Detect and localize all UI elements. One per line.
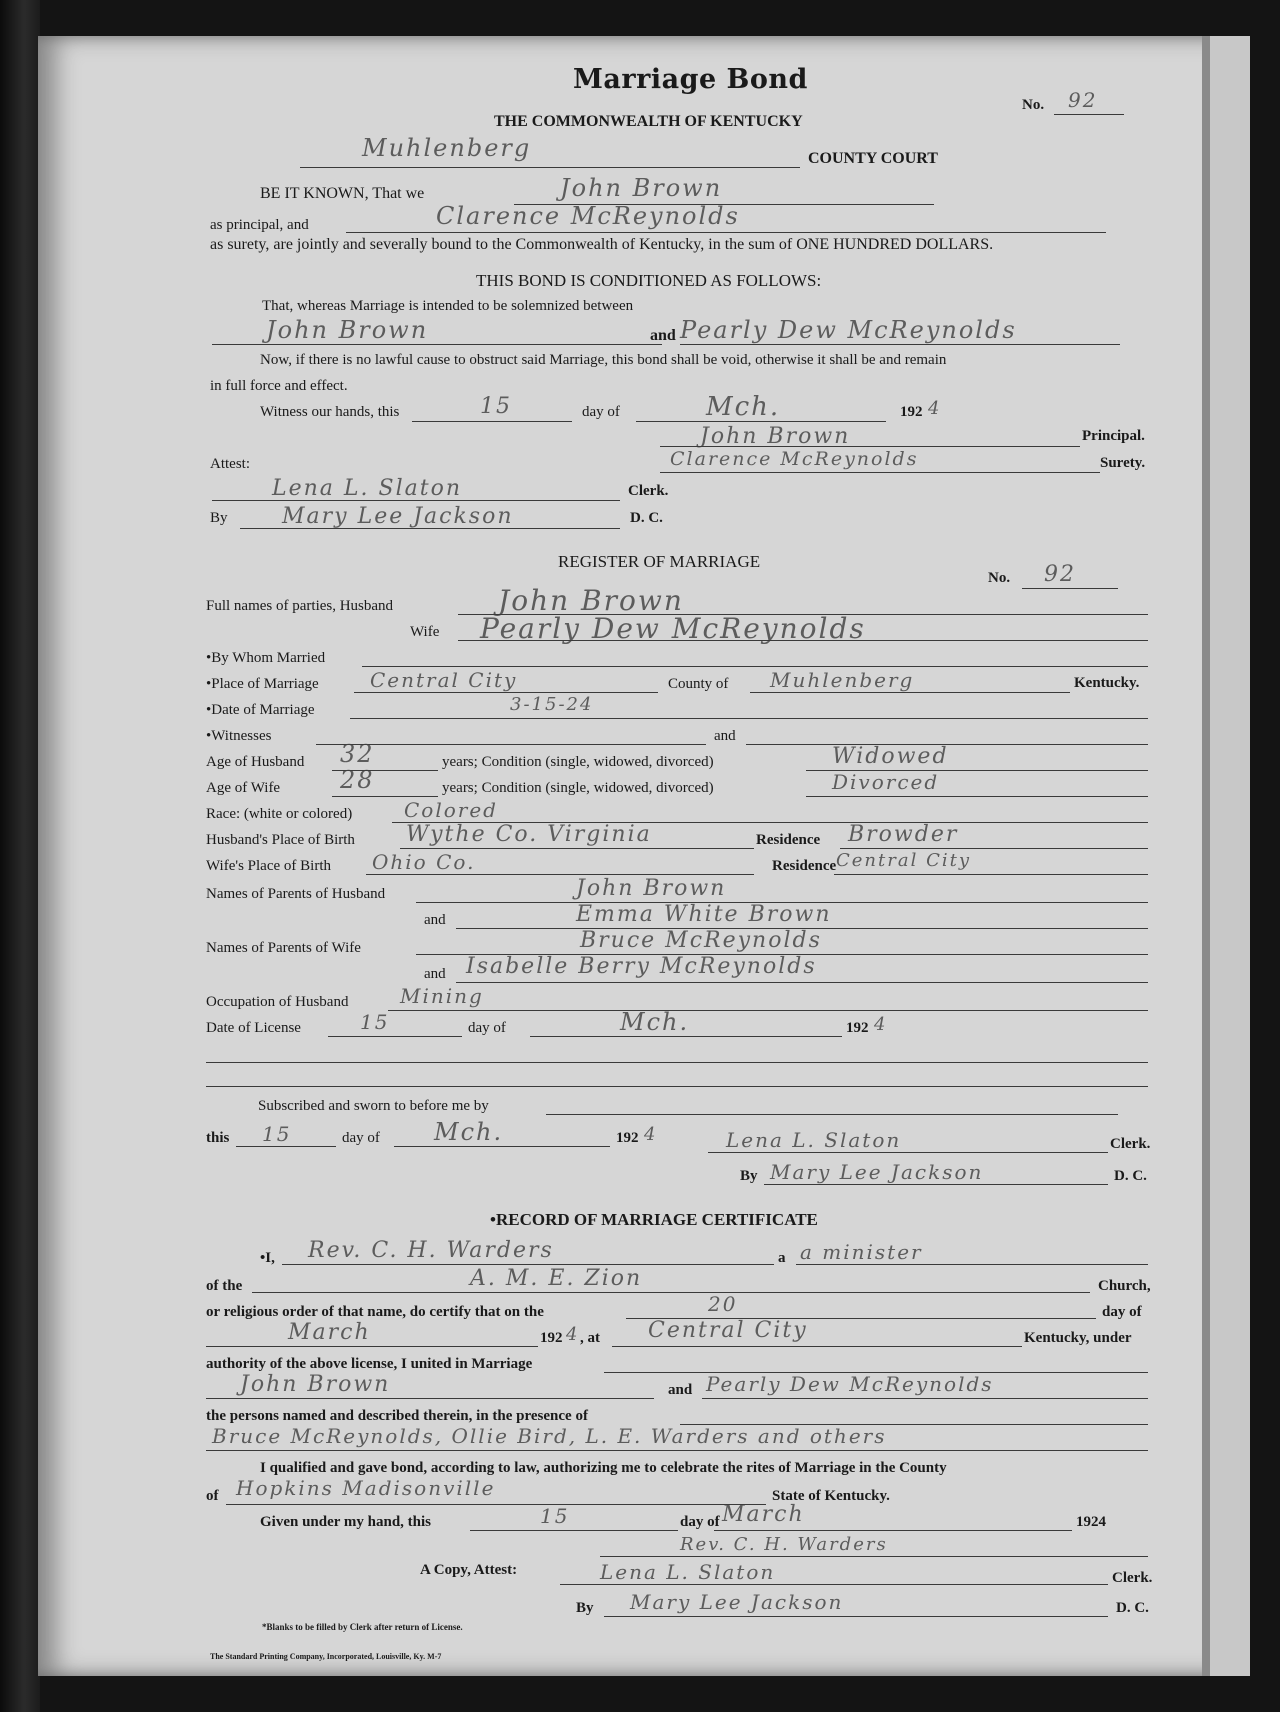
- parents-wife-label: Names of Parents of Wife: [206, 940, 361, 956]
- wife-birth-label: Wife's Place of Birth: [206, 858, 331, 874]
- surety-label: Surety.: [1100, 455, 1146, 471]
- date-value: 3-15-24: [510, 694, 594, 715]
- witness-day: 15: [480, 394, 512, 419]
- county-name: Muhlenberg: [362, 134, 532, 162]
- cert-year: 4: [566, 1324, 580, 1345]
- now-if-line1: Now, if there is no lawful cause to obstruct said Marriage, this bond shall be void, otherwise it shall be and remain: [260, 352, 947, 368]
- printer-imprint: The Standard Printing Company, Incorporated, Louisville, Ky. M-7: [210, 1652, 442, 1661]
- license-month: Mch.: [620, 1008, 690, 1036]
- surety-text: as surety, are jointly and severally bound to the Commonwealth of Kentucky, in the sum of ONE HUNDRED DOLLARS.: [210, 236, 994, 253]
- witness-year: 4: [928, 398, 942, 419]
- given-month-line: [714, 1530, 1072, 1531]
- cert-clerk-signature: Lena L. Slaton: [600, 1560, 776, 1584]
- sworn-by-label: By: [740, 1168, 758, 1184]
- register-blank-line-1: [206, 1062, 1148, 1063]
- bond-dc-line: [240, 528, 620, 529]
- church-line: [252, 1292, 1090, 1293]
- bond-clerk-label: Clerk.: [628, 483, 669, 499]
- minister-signature: Rev. C. H. Warders: [680, 1534, 888, 1555]
- qualified-text: I qualified and gave bond, according to law, authorizing me to celebrate the rites of Marriage in the County: [260, 1460, 947, 1476]
- minister-title-line: [796, 1264, 1148, 1265]
- bond-dc-signature: Mary Lee Jackson: [282, 504, 514, 529]
- sworn-year-prefix: 192: [616, 1130, 639, 1146]
- age-wife-value: 28: [340, 766, 375, 794]
- book-binding: [0, 0, 40, 1712]
- persons-named-text: the persons named and described therein, in the presence of: [206, 1408, 588, 1424]
- husband-residence-line: [840, 848, 1148, 849]
- bond-clerk-line: [212, 500, 620, 501]
- husband-birth-line: [400, 848, 754, 849]
- wife-residence-line: [834, 874, 1148, 875]
- principal-sig-line: [660, 446, 1080, 447]
- by-whom-line: [362, 666, 1148, 667]
- attest-label: Attest:: [210, 456, 250, 472]
- witness-month-line: [636, 421, 886, 422]
- cert-month: March: [288, 1320, 371, 1345]
- principal-name: John Brown: [560, 174, 723, 202]
- cert-i-label: •I,: [260, 1250, 275, 1266]
- occupation-line: [388, 1010, 1148, 1011]
- wife-condition-line: [806, 796, 1148, 797]
- race-label: Race: (white or colored): [206, 806, 353, 822]
- husband-father-value: John Brown: [576, 876, 727, 901]
- register-kentucky: Kentucky.: [1074, 675, 1140, 691]
- cert-day: 20: [708, 1292, 738, 1316]
- cert-clerk-line: [560, 1584, 1108, 1585]
- cert-party1: John Brown: [240, 1372, 391, 1397]
- authority-text: authority of the above license, I united in Marriage: [206, 1356, 533, 1372]
- sworn-clerk-label: Clerk.: [1110, 1136, 1151, 1152]
- witness-day-of: day of: [582, 404, 620, 420]
- husband-parents-and: and: [424, 912, 446, 928]
- husband-value: John Brown: [498, 584, 684, 617]
- given-text: Given under my hand, this: [260, 1514, 432, 1530]
- wife-mother-line: [456, 982, 1148, 983]
- date-label: •Date of Marriage: [206, 702, 315, 718]
- sworn-day: 15: [262, 1122, 292, 1146]
- register-no-label: No.: [988, 570, 1011, 586]
- subscribed-line: [546, 1114, 1118, 1115]
- witness-month: Mch.: [706, 392, 781, 422]
- cert-party1-line: [206, 1398, 654, 1399]
- husband-birth-value: Wythe Co. Virginia: [406, 822, 652, 847]
- witnesses-label: •Witnesses: [206, 728, 272, 744]
- party2-name: Pearly Dew McReynolds: [680, 316, 1017, 344]
- register-title: REGISTER OF MARRIAGE: [558, 552, 761, 571]
- sworn-month-line: [394, 1146, 610, 1147]
- age-husband-value: 32: [340, 740, 375, 768]
- kentucky-under: Kentucky, under: [1024, 1330, 1132, 1346]
- husband-label: Full names of parties, Husband: [206, 598, 394, 614]
- church-name: A. M. E. Zion: [470, 1266, 643, 1291]
- wife-label: Wife: [410, 624, 440, 640]
- license-day-line: [328, 1036, 462, 1037]
- cert-at: , at: [580, 1330, 600, 1346]
- cert-of: of: [206, 1488, 219, 1504]
- cert-of-the: of the: [206, 1278, 243, 1294]
- husband-residence-label: Residence: [756, 832, 821, 848]
- given-year: 1924: [1076, 1514, 1106, 1530]
- register-blank-line-2: [206, 1086, 1148, 1087]
- witness-text: Witness our hands, this: [260, 404, 400, 420]
- as-principal-text: as principal, and: [210, 217, 309, 233]
- witnesses-and: and: [714, 728, 736, 744]
- sworn-this: this: [206, 1130, 230, 1146]
- license-day-of: day of: [468, 1020, 506, 1036]
- cert-dc-line: [604, 1616, 1108, 1617]
- minister-title: a minister: [800, 1240, 923, 1264]
- county-of-label: County of: [668, 676, 729, 692]
- occupation-label: Occupation of Husband: [206, 994, 349, 1010]
- bond-no-value: 92: [1068, 88, 1098, 112]
- whereas-text: That, whereas Marriage is intended to be solemnized between: [262, 298, 634, 314]
- subscribed-text: Subscribed and sworn to before me by: [258, 1098, 489, 1114]
- surety-name: Clarence McReynolds: [436, 202, 740, 230]
- cert-county-line: [226, 1504, 766, 1505]
- presence-line: [206, 1450, 1148, 1451]
- place-value: Central City: [370, 668, 518, 692]
- husband-residence-value: Browder: [848, 822, 959, 847]
- principal-signature: John Brown: [700, 424, 851, 449]
- parents-husband-label: Names of Parents of Husband: [206, 886, 386, 902]
- cert-by-label: By: [576, 1600, 594, 1616]
- husband-condition-value: Widowed: [832, 744, 949, 769]
- given-day-line: [470, 1530, 678, 1531]
- cert-presence: Bruce McReynolds, Ollie Bird, L. E. Warders and others: [212, 1424, 887, 1448]
- commonwealth-heading: THE COMMONWEALTH OF KENTUCKY: [494, 113, 803, 130]
- party-and-label: and: [650, 327, 676, 344]
- wife-line: [458, 640, 1148, 641]
- bond-title: Marriage Bond: [573, 64, 808, 95]
- given-month: March: [722, 1502, 805, 1527]
- sworn-clerk-signature: Lena L. Slaton: [726, 1128, 902, 1152]
- cert-day-of: day of: [1102, 1304, 1142, 1320]
- license-year: 4: [874, 1014, 888, 1035]
- state-of-kentucky: State of Kentucky.: [772, 1488, 890, 1504]
- cert-place-line: [612, 1346, 1022, 1347]
- bond-no-label: No.: [1022, 97, 1045, 113]
- copy-attest: A Copy, Attest:: [420, 1562, 518, 1578]
- cert-dc-signature: Mary Lee Jackson: [630, 1590, 844, 1614]
- race-value: Colored: [404, 798, 498, 822]
- cert-a-label: a: [778, 1250, 786, 1266]
- age-wife-label: Age of Wife: [206, 780, 281, 796]
- register-county-value: Muhlenberg: [770, 668, 915, 692]
- given-day-of: day of: [680, 1514, 720, 1530]
- license-label: Date of License: [206, 1020, 301, 1036]
- party2-line: [680, 344, 1120, 345]
- minister-name: Rev. C. H. Warders: [308, 1238, 554, 1263]
- cert-party2: Pearly Dew McReynolds: [706, 1372, 994, 1396]
- adjacent-page: [1210, 36, 1250, 1676]
- county-line: [300, 167, 800, 168]
- surety-signature: Clarence McReynolds: [670, 448, 919, 470]
- religious-order-text: or religious order of that name, do certify that on the: [206, 1304, 544, 1320]
- now-if-line2: in full force and effect.: [210, 378, 348, 394]
- wife-years-condition: years; Condition (single, widowed, divorced): [442, 780, 714, 796]
- wife-birth-line: [366, 874, 754, 875]
- sworn-day-line: [236, 1146, 336, 1147]
- occupation-value: Mining: [400, 984, 484, 1008]
- given-day: 15: [540, 1504, 570, 1528]
- register-no-value: 92: [1044, 562, 1076, 587]
- conditioned-heading: THIS BOND IS CONDITIONED AS FOLLOWS:: [476, 271, 822, 290]
- wife-mother-value: Isabelle Berry McReynolds: [466, 954, 817, 979]
- sworn-month: Mch.: [434, 1118, 504, 1146]
- sworn-dc-line: [764, 1184, 1108, 1185]
- husband-years-condition: years; Condition (single, widowed, divorced): [442, 754, 714, 770]
- husband-birth-label: Husband's Place of Birth: [206, 832, 355, 848]
- cert-year-prefix: 192: [540, 1330, 563, 1346]
- place-line: [354, 692, 658, 693]
- cert-place: Central City: [648, 1318, 808, 1343]
- certificate-title: •RECORD OF MARRIAGE CERTIFICATE: [490, 1210, 818, 1229]
- sworn-year: 4: [644, 1124, 658, 1145]
- church-label: Church,: [1098, 1278, 1151, 1294]
- wife-parents-and: and: [424, 966, 446, 982]
- register-no-line: [1022, 588, 1118, 589]
- minister-sig-line: [600, 1556, 1148, 1557]
- minister-name-line: [282, 1264, 774, 1265]
- party1-name: John Brown: [266, 316, 429, 344]
- witness-year-prefix: 192: [900, 404, 923, 420]
- bond-clerk-signature: Lena L. Slaton: [272, 476, 462, 501]
- page-edge: [1202, 36, 1210, 1676]
- date-line: [350, 718, 1148, 719]
- wife-value: Pearly Dew McReynolds: [480, 612, 866, 645]
- cert-county: Hopkins Madisonville: [236, 1476, 496, 1500]
- cert-clerk-label: Clerk.: [1112, 1570, 1153, 1586]
- cert-party2-line: [702, 1398, 1148, 1399]
- by-whom-label: •By Whom Married: [206, 650, 326, 666]
- cert-dc-label: D. C.: [1116, 1600, 1149, 1616]
- wife-condition-value: Divorced: [832, 770, 940, 794]
- wife-residence-label: Residence: [772, 858, 837, 874]
- surety-line: [346, 232, 1106, 233]
- sworn-day-of: day of: [342, 1130, 380, 1146]
- place-label: •Place of Marriage: [206, 676, 319, 692]
- sworn-dc-signature: Mary Lee Jackson: [770, 1160, 984, 1184]
- be-it-known-text: BE IT KNOWN, That we: [260, 185, 425, 202]
- bond-no-line: [1054, 114, 1124, 115]
- county-court-label: COUNTY COURT: [808, 150, 938, 167]
- party1-line: [212, 344, 662, 345]
- cert-and: and: [668, 1382, 693, 1398]
- witness-day-line: [412, 421, 572, 422]
- sworn-clerk-line: [708, 1152, 1108, 1153]
- principal-label: Principal.: [1082, 428, 1145, 444]
- wife-residence-value: Central City: [836, 850, 971, 871]
- county-of-line: [750, 692, 1070, 693]
- footnote: *Blanks to be filled by Clerk after return of License.: [262, 1622, 463, 1632]
- husband-mother-value: Emma White Brown: [576, 902, 832, 927]
- sworn-dc-label: D. C.: [1114, 1168, 1147, 1184]
- age-husband-label: Age of Husband: [206, 754, 305, 770]
- license-day: 15: [360, 1010, 390, 1034]
- surety-sig-line: [660, 472, 1100, 473]
- license-year-prefix: 192: [846, 1020, 869, 1036]
- bond-by-label: By: [210, 510, 228, 526]
- cert-month-line: [206, 1346, 538, 1347]
- bond-dc-label: D. C.: [630, 510, 663, 526]
- age-wife-line: [332, 796, 438, 797]
- wife-birth-value: Ohio Co.: [372, 850, 476, 874]
- license-month-line: [530, 1036, 842, 1037]
- wife-father-value: Bruce McReynolds: [580, 928, 822, 953]
